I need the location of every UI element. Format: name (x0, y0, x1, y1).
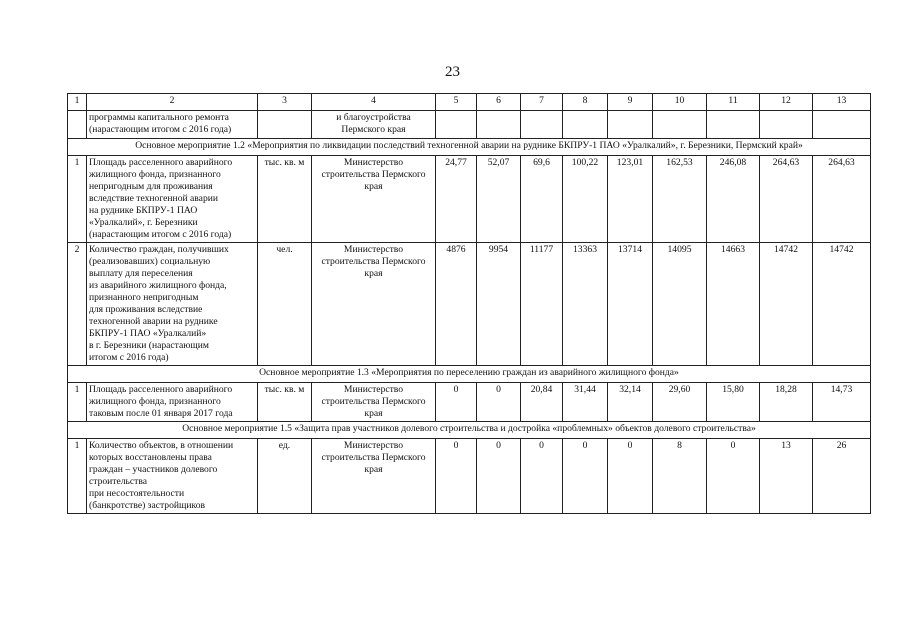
name-line: граждан – участников долевого (89, 464, 218, 475)
header-cell: 4 (312, 94, 436, 111)
indicator-name (87, 383, 258, 422)
continuation-row (68, 111, 871, 139)
responsible-cell (312, 156, 436, 243)
name-line: жилищного фонда, признанного (89, 169, 221, 180)
name-line: при несостоятельности (89, 488, 185, 499)
responsible-line: строительства Пермского (321, 396, 426, 407)
name-line: Площадь расселенного аварийного (89, 157, 233, 168)
value-cell (813, 111, 871, 139)
row-number: 1 (68, 156, 87, 243)
name-line: техногенной аварии на руднике (89, 316, 218, 327)
value-cell: 20,84 (521, 383, 563, 422)
table-row (68, 383, 871, 422)
value-cell: 31,44 (563, 383, 608, 422)
value-cell (653, 111, 707, 139)
responsible-line: края (364, 181, 383, 192)
value-cell: 24,77 (436, 156, 477, 243)
value-cell: 0 (608, 439, 653, 514)
section-title-row (68, 366, 871, 383)
section-title: Основное мероприятие 1.2 «Мероприятия по ликвидации последствий техногенной аварии на руднике БКПРУ-1 ПАО «Уралкалий», г. Березники, Пермский край» (68, 139, 871, 156)
value-cell: 162,53 (653, 156, 707, 243)
indicator-name (87, 156, 258, 243)
value-cell: 8 (653, 439, 707, 514)
name-line: которых восстановлены права (89, 452, 212, 463)
value-cell (521, 111, 563, 139)
row-number: 1 (68, 439, 87, 514)
section-title: Основное мероприятие 1.3 «Мероприятия по переселению граждан из аварийного жилищного фонда» (68, 366, 871, 383)
section-title-row (68, 139, 871, 156)
value-cell: 123,01 (608, 156, 653, 243)
value-cell: 14,73 (813, 383, 871, 422)
section-title: Основное мероприятие 1.5 «Защита прав участников долевого строительства и достройка «проблемных» объектов долевого строительства» (68, 422, 871, 439)
responsible-line: Пермского края (341, 124, 406, 135)
unit-cell: чел. (258, 243, 312, 366)
value-cell: 29,60 (653, 383, 707, 422)
value-cell: 4876 (436, 243, 477, 366)
responsible-line: строительства Пермского (321, 452, 426, 463)
value-cell (707, 111, 760, 139)
value-cell: 14742 (760, 243, 813, 366)
name-line: строительства (89, 476, 148, 487)
section-title-row (68, 422, 871, 439)
indicator-name (87, 439, 258, 514)
header-cell: 6 (477, 94, 521, 111)
value-cell (477, 111, 521, 139)
name-line: признанного непригодным (89, 292, 199, 303)
value-cell (608, 111, 653, 139)
value-cell: 52,07 (477, 156, 521, 243)
responsible-line: Министерство (343, 384, 404, 395)
name-line: Площадь расселенного аварийного (89, 384, 233, 395)
name-line: (реализовавших) социальную (89, 256, 211, 267)
name-line: (нарастающим итогом с 2016 года) (89, 124, 232, 135)
table-row (68, 156, 871, 243)
header-cell: 1 (68, 94, 87, 111)
header-cell: 8 (563, 94, 608, 111)
responsible-line: строительства Пермского (321, 256, 426, 267)
value-cell: 264,63 (760, 156, 813, 243)
name-line: в г. Березники (нарастающим (89, 340, 209, 351)
header-cell: 3 (258, 94, 312, 111)
value-cell: 0 (436, 383, 477, 422)
value-cell: 13363 (563, 243, 608, 366)
page-number: 23 (445, 64, 460, 80)
responsible-cell (312, 243, 436, 366)
value-cell: 0 (563, 439, 608, 514)
value-cell: 26 (813, 439, 871, 514)
unit-cell: тыс. кв. м (258, 383, 312, 422)
value-cell: 13 (760, 439, 813, 514)
name-line: непригодным для проживания (89, 181, 213, 192)
name-line: на руднике БКПРУ-1 ПАО (89, 205, 198, 216)
header-cell: 9 (608, 94, 653, 111)
name-line: (нарастающим итогом с 2016 года) (89, 229, 232, 240)
header-cell: 11 (707, 94, 760, 111)
value-cell: 14742 (813, 243, 871, 366)
name-line: таковым после 01 января 2017 года (89, 408, 233, 419)
value-cell: 15,80 (707, 383, 760, 422)
value-cell: 14663 (707, 243, 760, 366)
value-cell: 13714 (608, 243, 653, 366)
name-line: Количество граждан, получивших (89, 244, 229, 255)
table-row (68, 439, 871, 514)
value-cell: 11177 (521, 243, 563, 366)
name-line: жилищного фонда, признанного (89, 396, 221, 407)
value-cell: 14095 (653, 243, 707, 366)
value-cell: 264,63 (813, 156, 871, 243)
value-cell: 0 (521, 439, 563, 514)
responsible-line: Министерство (343, 440, 404, 451)
responsible-cell (312, 383, 436, 422)
value-cell: 0 (477, 439, 521, 514)
unit-cell (258, 111, 312, 139)
header-cell: 7 (521, 94, 563, 111)
value-cell: 246,08 (707, 156, 760, 243)
name-line: «Уралкалий», г. Березники (89, 217, 198, 228)
value-cell (760, 111, 813, 139)
value-cell: 100,22 (563, 156, 608, 243)
header-cell: 12 (760, 94, 813, 111)
value-cell: 9954 (477, 243, 521, 366)
responsible-line: края (364, 408, 383, 419)
value-cell (436, 111, 477, 139)
responsible-line: края (364, 464, 383, 475)
row-number: 2 (68, 243, 87, 366)
value-cell: 69,6 (521, 156, 563, 243)
header-row (68, 94, 871, 111)
name-line: из аварийного жилищного фонда, (89, 280, 227, 291)
header-cell: 10 (653, 94, 707, 111)
unit-cell: ед. (258, 439, 312, 514)
name-line: выплату для переселения (89, 268, 193, 279)
name-line: БКПРУ-1 ПАО «Уралкалий» (89, 328, 207, 339)
table-row (68, 243, 871, 366)
value-cell: 0 (477, 383, 521, 422)
row-number: 1 (68, 383, 87, 422)
name-line: для проживания вследствие (89, 304, 203, 315)
name-line: Количество объектов, в отношении (89, 440, 234, 451)
name-line: программы капитального ремонта (89, 112, 229, 123)
indicator-name (87, 243, 258, 366)
value-cell: 0 (707, 439, 760, 514)
header-cell: 2 (87, 94, 258, 111)
header-cell: 5 (436, 94, 477, 111)
unit-cell: тыс. кв. м (258, 156, 312, 243)
name-line: вследствие техногенной аварии (89, 193, 219, 204)
responsible-line: и благоустройства (336, 112, 411, 123)
responsible-cell (312, 439, 436, 514)
indicator-name (87, 111, 258, 139)
responsible-cell (312, 111, 436, 139)
name-line: итогом с 2016 года) (89, 352, 169, 363)
value-cell: 0 (436, 439, 477, 514)
responsible-line: края (364, 268, 383, 279)
value-cell: 32,14 (608, 383, 653, 422)
responsible-line: Министерство (343, 157, 404, 168)
responsible-line: строительства Пермского (321, 169, 426, 180)
responsible-line: Министерство (343, 244, 404, 255)
indicators-table (67, 93, 871, 514)
value-cell (563, 111, 608, 139)
num-cell (68, 111, 87, 139)
value-cell: 18,28 (760, 383, 813, 422)
name-line: (банкротстве) застройщиков (89, 500, 206, 511)
header-cell: 13 (813, 94, 871, 111)
